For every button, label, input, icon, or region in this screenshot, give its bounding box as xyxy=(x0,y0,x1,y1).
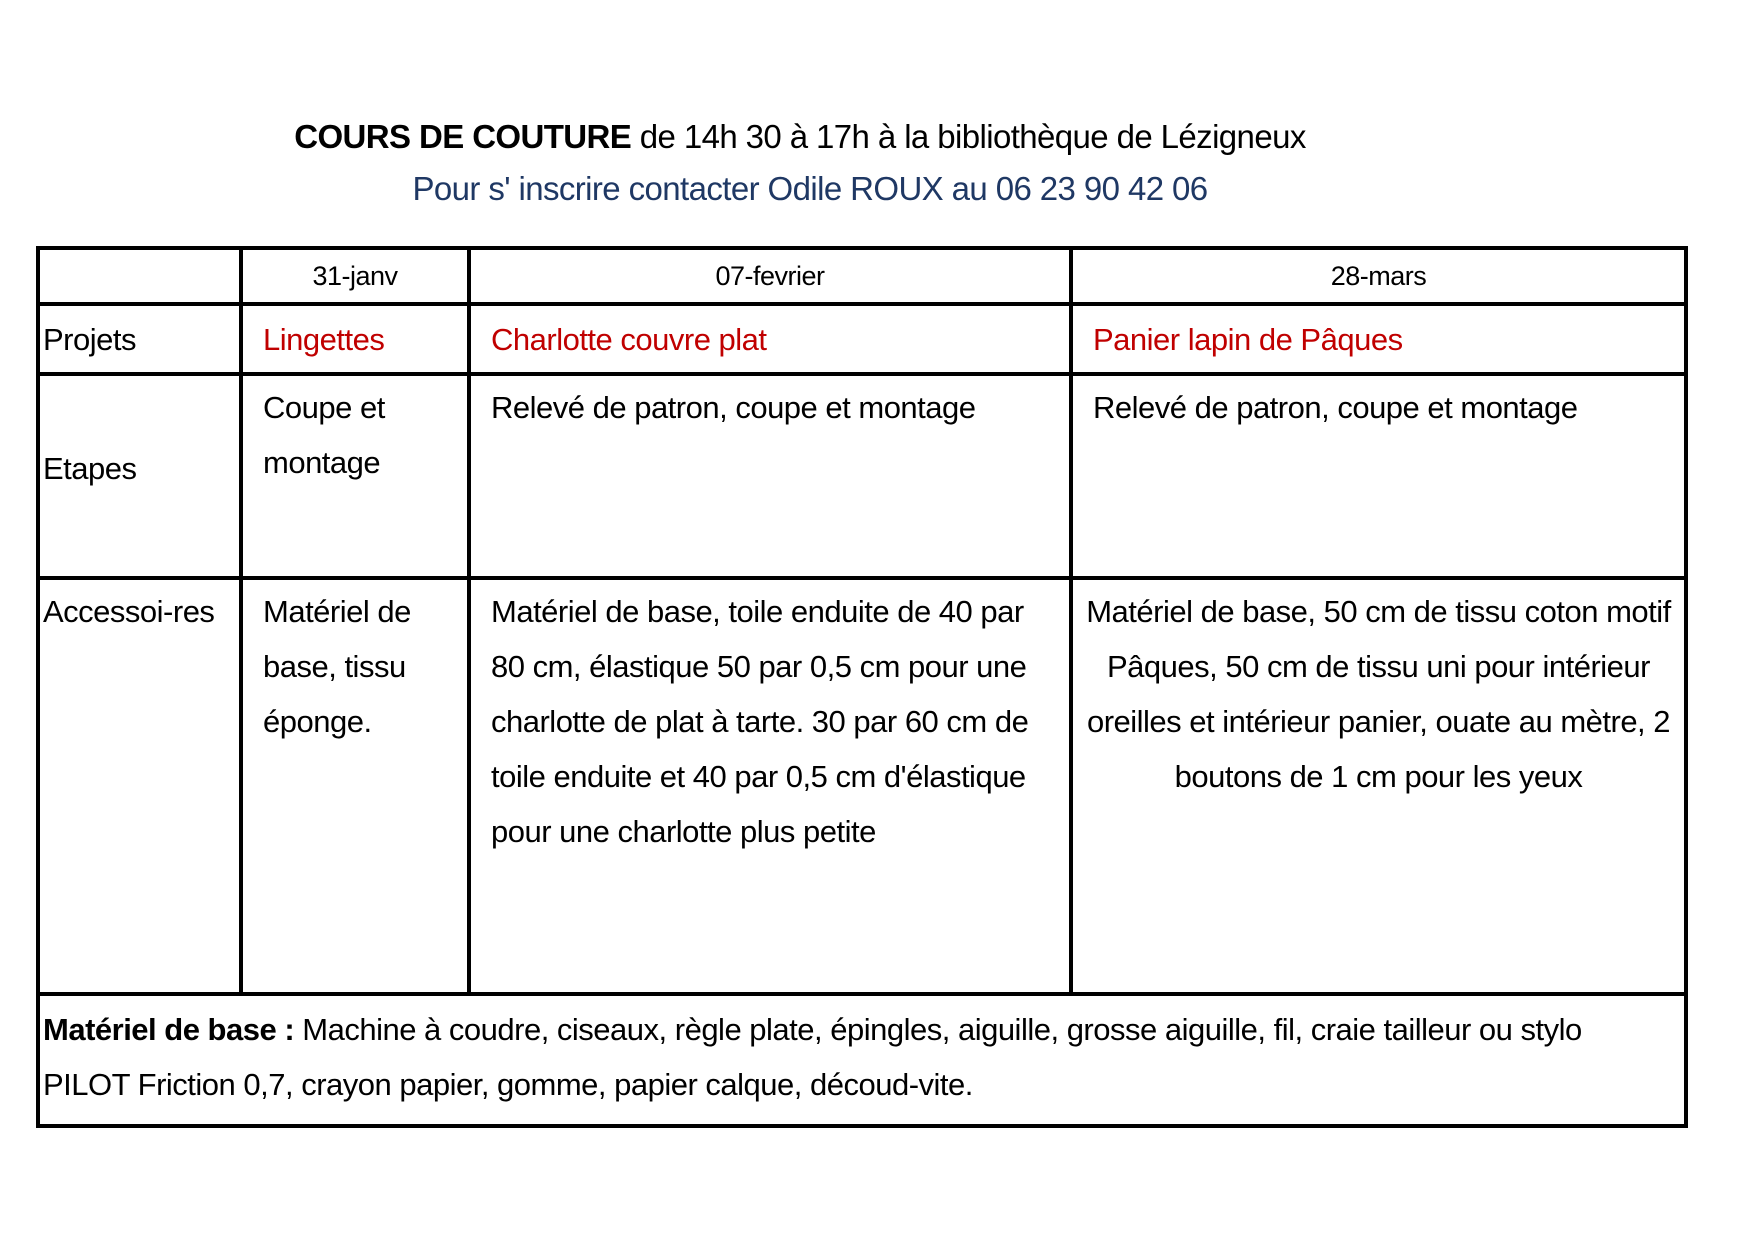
title-rest: de 14h 30 à 17h à la bibliothèque de Lézigneux xyxy=(631,118,1306,155)
row-label: Accessoi-res xyxy=(38,578,241,994)
page-subtitle: Pour s' inscrire contacter Odile ROUX au 06 23 90 42 06 xyxy=(412,170,1208,207)
table-header-row xyxy=(38,248,1686,304)
date-cell: 31-janv xyxy=(241,248,469,304)
date-cell: 28-mars xyxy=(1071,248,1686,304)
accessory-cell: Matériel de base, tissu éponge. xyxy=(241,578,469,994)
accessory-cell: Matériel de base, toile enduite de 40 par 80 cm, élastique 50 par 0,5 cm pour une charlotte de plat à tarte. 30 par 60 cm de toile enduite et 40 par 0,5 cm d'élastique pour une charlotte plus petite xyxy=(469,578,1071,994)
schedule-table xyxy=(36,246,1688,1128)
project-cell: Lingettes xyxy=(241,304,469,374)
base-material-list: Machine à coudre, ciseaux, règle plate, épingles, aiguille, grosse aiguille, fil, craie tailleur ou stylo PILOT Friction 0,7, crayon papier, gomme, papier calque, découd-vite. xyxy=(43,1012,1582,1102)
base-material-note xyxy=(38,994,1686,1126)
page-title xyxy=(0,118,1600,156)
date-cell: 07-fevrier xyxy=(469,248,1071,304)
base-material-label: Matériel de base : xyxy=(43,1012,295,1047)
table-row xyxy=(38,304,1686,374)
table-row xyxy=(38,578,1686,994)
project-cell: Charlotte couvre plat xyxy=(469,304,1071,374)
step-cell: Relevé de patron, coupe et montage xyxy=(1071,374,1686,578)
row-label: Projets xyxy=(38,304,241,374)
project-cell: Panier lapin de Pâques xyxy=(1071,304,1686,374)
step-cell: Relevé de patron, coupe et montage xyxy=(469,374,1071,578)
empty-cell xyxy=(38,248,241,304)
accessory-cell: Matériel de base, 50 cm de tissu coton motif Pâques, 50 cm de tissu uni pour intérieur oreilles et intérieur panier, ouate au mètre, 2 boutons de 1 cm pour les yeux xyxy=(1071,578,1686,994)
row-label: Etapes xyxy=(38,374,241,578)
step-cell: Coupe et montage xyxy=(241,374,469,578)
title-bold: COURS DE COUTURE xyxy=(294,118,632,155)
table-footer-row xyxy=(38,994,1686,1126)
table-row xyxy=(38,374,1686,578)
